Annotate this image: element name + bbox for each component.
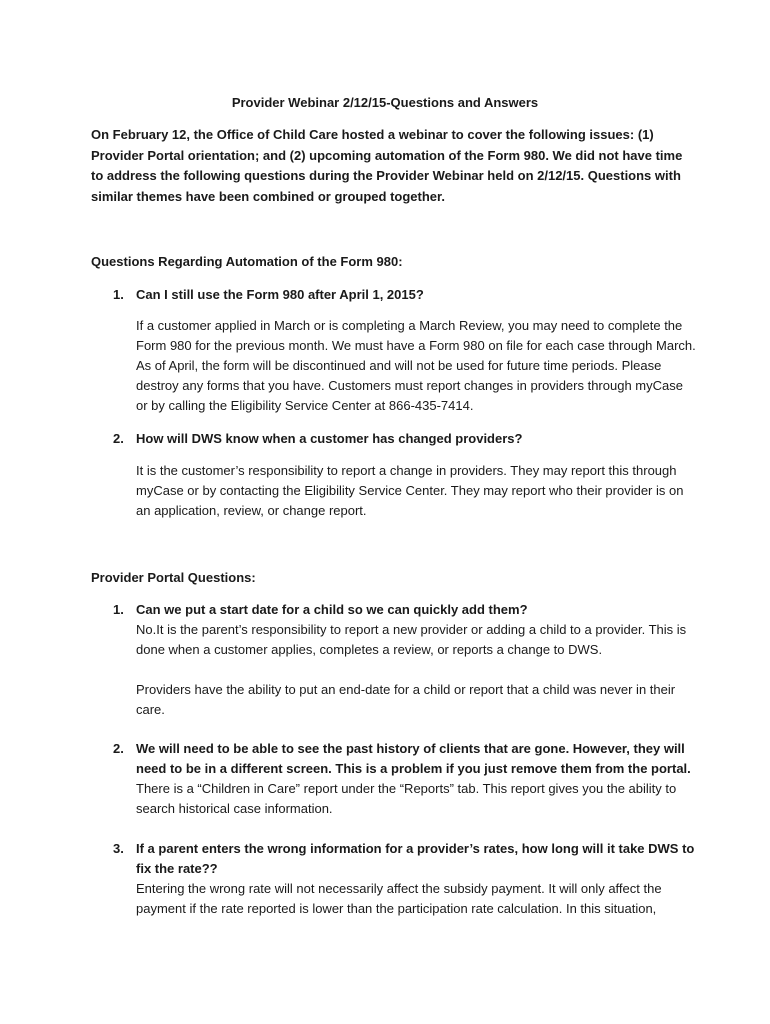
answer-text: If a customer applied in March or is completing a March Review, you may need to complete the Form 980 for the previous month. We must have a Form 980 on file for each case through March. As of April, the form will be discontinued and will not be used for future time periods. Please destroy any forms that you have. Customers must report changes in providers through myCase or by calling the Eligibility Service Center at 866-435-7414. bbox=[136, 318, 696, 413]
answer-text: Entering the wrong rate will not necessarily affect the subsidy payment. It will only affect the payment if the rate reported is lower than the participation rate calculation. In this situation, bbox=[136, 881, 662, 916]
question-number: 2. bbox=[113, 431, 124, 446]
question-number: 1. bbox=[113, 287, 124, 302]
section-heading-provider-portal: Provider Portal Questions: bbox=[91, 570, 256, 585]
question-text: Can we put a start date for a child so we can quickly add them? bbox=[136, 602, 528, 617]
answer-text-extra: Providers have the ability to put an end-date for a child or report that a child was never in their care. bbox=[136, 682, 676, 717]
question-number: 3. bbox=[113, 841, 124, 856]
question-text: If a parent enters the wrong information for a provider’s rates, how long will it take DWS to fix the rate?? bbox=[136, 841, 695, 876]
answer-text: No.It is the parent’s responsibility to report a new provider or adding a child to a provider. This is done when a customer applies, completes a review, or reports a change to DWS. bbox=[136, 622, 687, 657]
answer-text: It is the customer’s responsibility to report a change in providers. They may report this through myCase or by contacting the Eligibility Service Center. They may report who their provider is on an application, review, or change report. bbox=[136, 463, 684, 518]
question-text: How will DWS know when a customer has changed providers? bbox=[136, 431, 523, 446]
question-text: We will need to be able to see the past history of clients that are gone. However, they will need to be in a different screen. This is a problem if you just remove them from the portal. bbox=[136, 741, 691, 776]
question-number: 1. bbox=[113, 602, 124, 617]
intro-paragraph: On February 12, the Office of Child Care hosted a webinar to cover the following issues: (1) Provider Portal orientation; and (2) upcoming automation of the Form 980. We did not have time to address the following questions during the Provider Webinar held on 2/12/15. Questions with similar themes have been combined or grouped together. bbox=[91, 127, 683, 204]
document-title: Provider Webinar 2/12/15-Questions and Answers bbox=[231, 95, 539, 110]
question-number: 2. bbox=[113, 741, 124, 756]
section-heading-form-980: Questions Regarding Automation of the Form 980: bbox=[91, 254, 403, 269]
answer-text: There is a “Children in Care” report under the “Reports” tab. This report gives you the ability to search historical case information. bbox=[136, 781, 677, 816]
question-text: Can I still use the Form 980 after April 1, 2015? bbox=[136, 287, 424, 302]
